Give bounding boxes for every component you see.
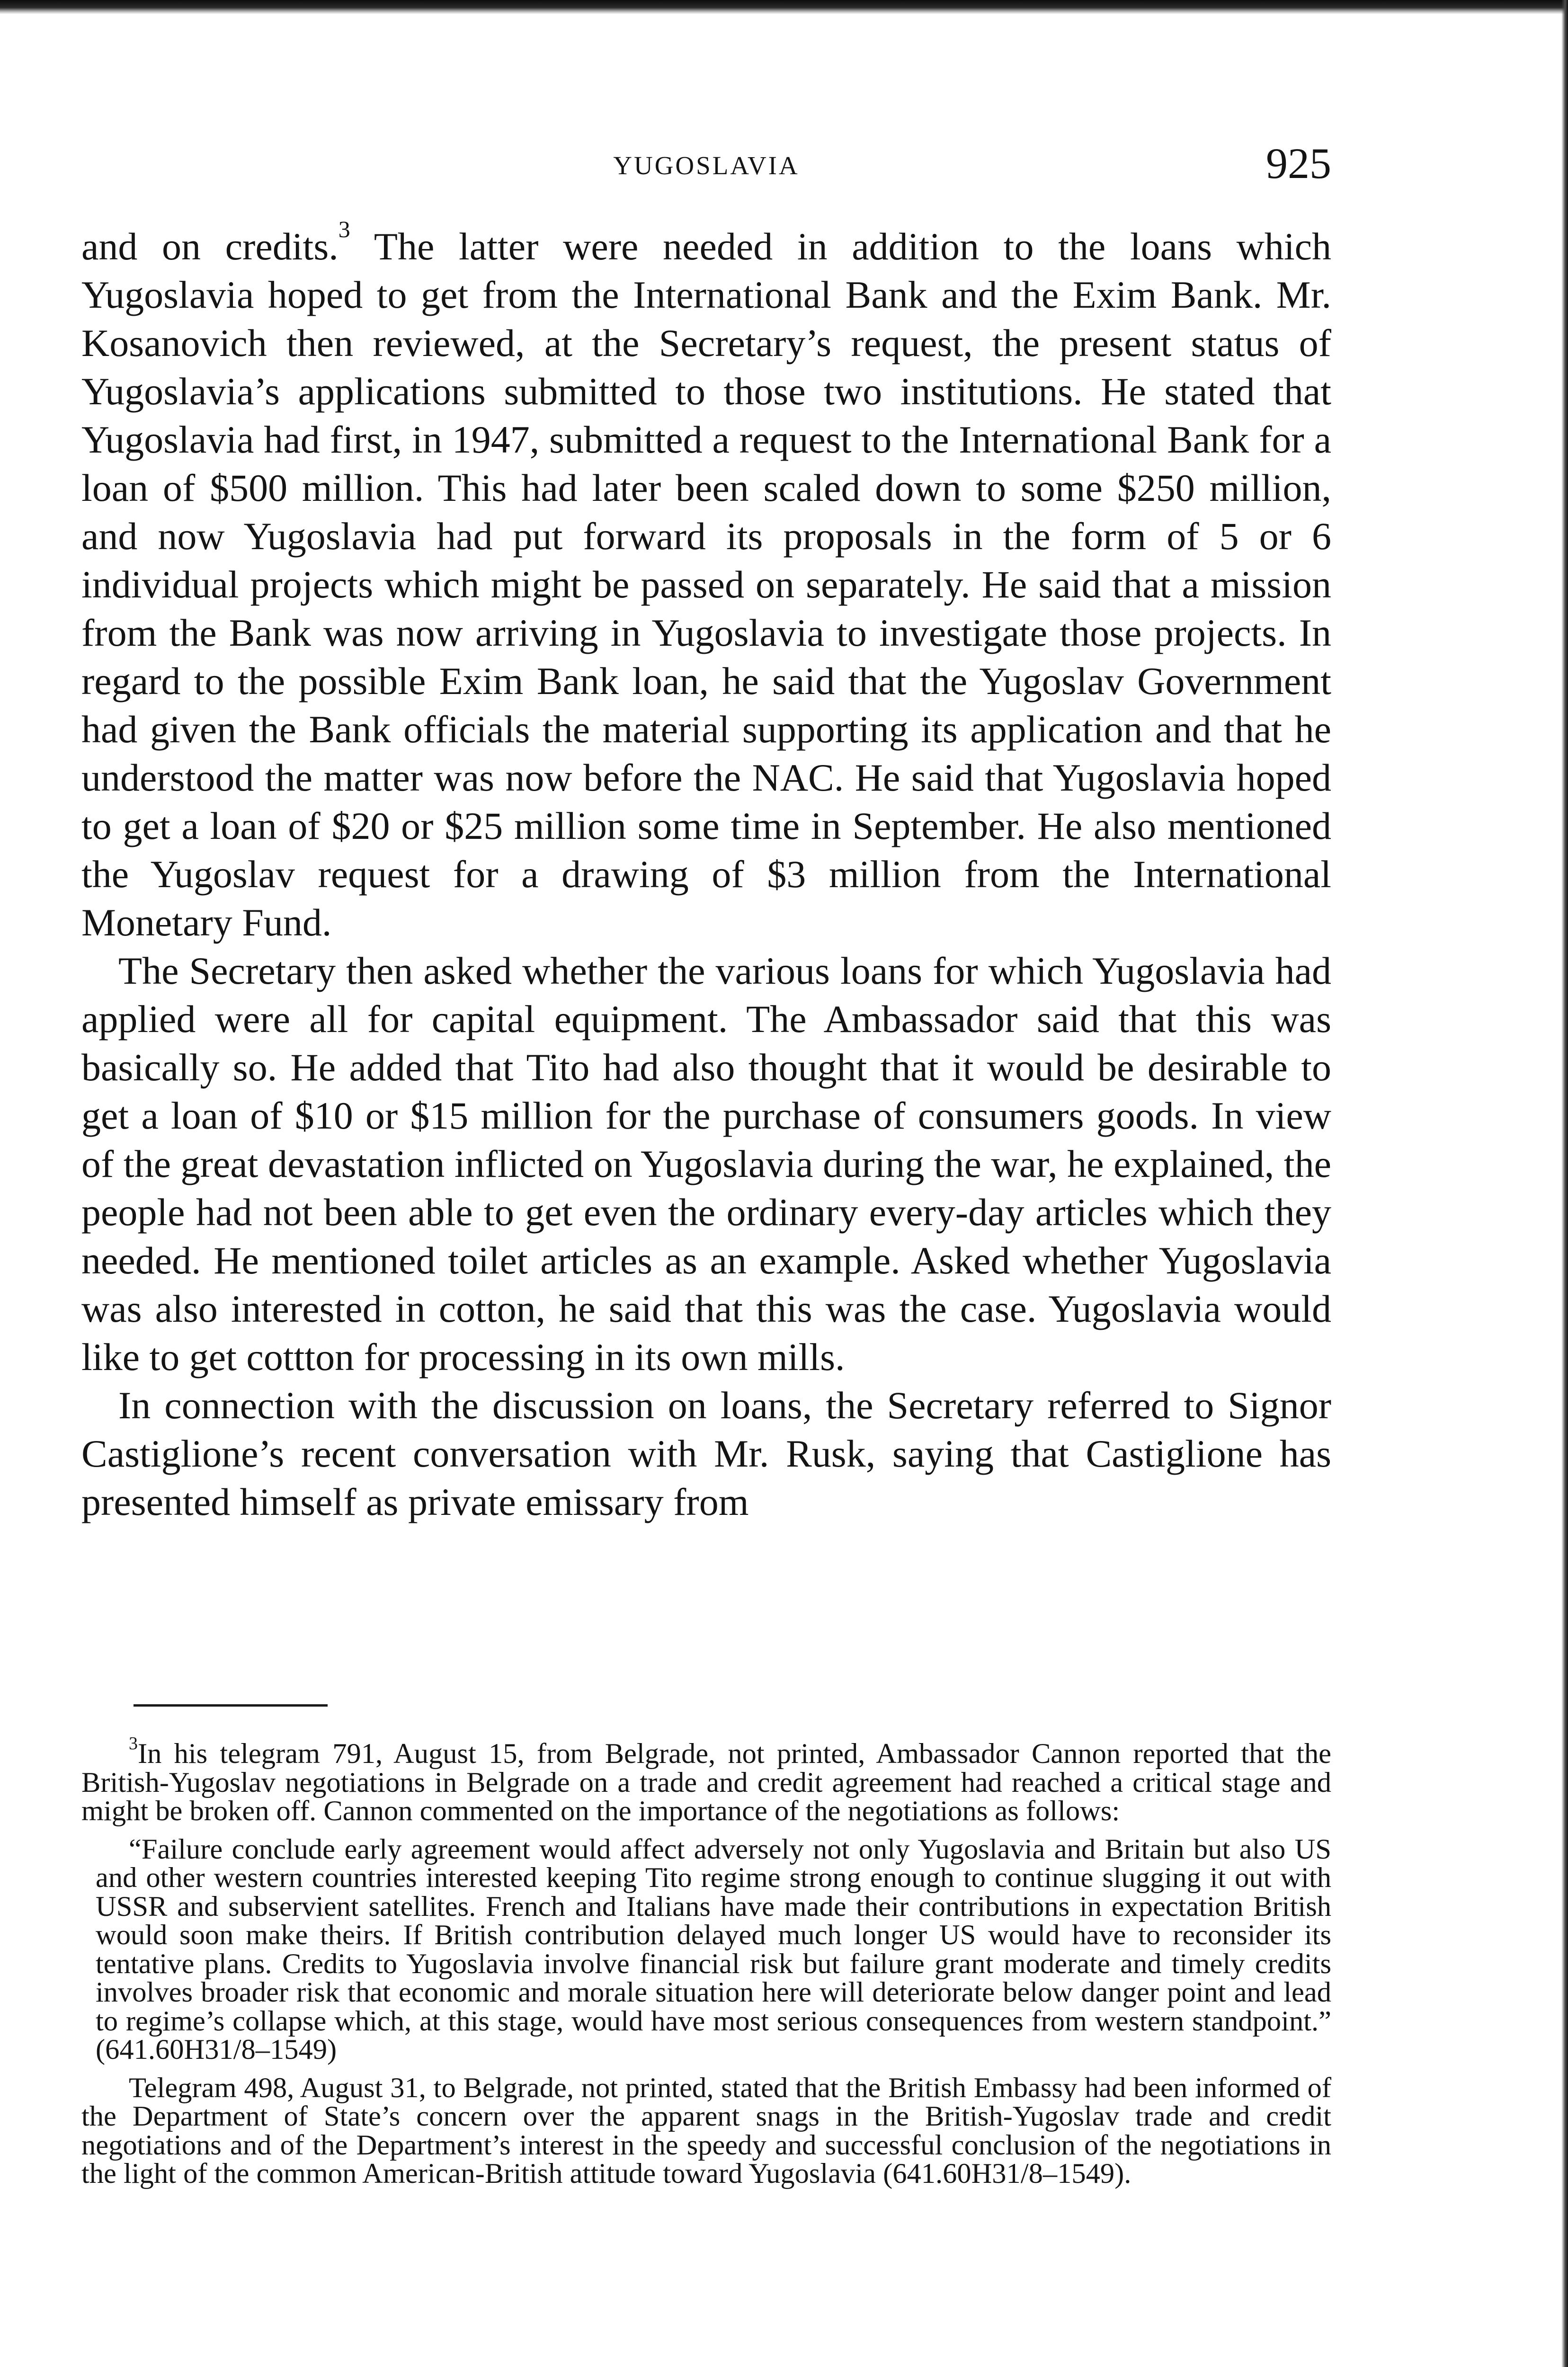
running-head (81, 139, 1331, 194)
paragraph-1-text: The latter were needed in addition to the loans which Yugoslavia hoped to get from the International Bank and the Exim Bank. Mr. Kosanovich then reviewed, at the Secretary’s request, the present status of Yugoslavia’s applications submitted to those two institutions. He stated that Yugoslavia had first, in 1947, submitted a request to the International Bank for a loan of $500 million. This had later been scaled down to some $250 million, and now Yugoslavia had put forward its proposals in the form of 5 or 6 individual projects which might be passed on separately. He said that a mission from the Bank was now arriving in Yugoslavia to investigate those projects. In regard to the possible Exim Bank loan, he said that the Yugoslav Government had given the Bank officials the material supporting its application and that he understood the matter was now before the NAC. He said that Yugoslavia hoped to get a loan of $20 or $25 million some time in September. He also mentioned the Yugoslav request for a drawing of $3 million from the International Monetary Fund. (81, 225, 1332, 944)
paragraph-1-opening: and on credits. (81, 225, 339, 268)
body-text (81, 216, 1332, 1526)
running-title: YUGOSLAVIA (613, 151, 800, 180)
scan-right-edge (1561, 0, 1568, 2367)
paragraph-3: In connection with the discussion on loans, the Secretary referred to Signor Castiglione’s recent conversation with Mr. Rusk, saying that Castiglione has presented himself as private emissary from (81, 1384, 1331, 1523)
footnote-reference: 3 (338, 216, 350, 242)
footnote-telegram: Telegram 498, August 31, to Belgrade, not printed, stated that the British Embassy had been informed of the Department of State’s concern over the apparent snags in the British-Yugoslav trade and credit negotiations and of the Department’s interest in the speedy and successful conclusion of the negotiations in the light of the common American-British attitude toward Yugoslavia (641.60H31/8–1549). (81, 2072, 1331, 2189)
paragraph-1 (81, 216, 1332, 947)
paragraph-2: The Secretary then asked whether the various loans for which Yugoslavia had applied were all for capital equipment. The Ambassador said that this was basically so. He added that Tito had also thought that it would be desirable to get a loan of $10 or $15 million for the purchase of consumers goods. In view of the great devastation inflicted on Yugoslavia during the war, he explained, the people had not been able to get even the ordinary every-day articles which they needed. He mentioned toilet articles as an example. Asked whether Yugoslavia was also interested in cotton, he said that this was the case. Yugoslavia would like to get cottton for processing in its own mills. (81, 949, 1331, 1379)
footnote-rule (134, 1704, 328, 1707)
footnote-quote: “Failure conclude early agreement would affect adversely not only Yugoslavia and Britain but also US and other western countries interested keeping Tito regime strong enough to continue slugging it out with USSR and subservient satellites. French and Italians have made their contributions in expectation British would soon make theirs. If British contribution delayed much longer US would have to reconsider its tentative plans. Credits to Yugoslavia involve financial risk but failure grant moderate and timely credits involves broader risk that economic and morale situation here will deteriorate below danger point and lead to regime’s collapse which, at this stage, would have most serious consequences from western standpoint.” (641.60H31/8–1549) (96, 1833, 1331, 2065)
page-number: 925 (1266, 139, 1331, 187)
book-page (81, 0, 1331, 2367)
footnote-3-text: In his telegram 791, August 15, from Belgrade, not printed, Ambassador Cannon reported that the British-Yugoslav negotiations in Belgrade on a trade and credit agreement had reached a critical stage and might be broken off. Cannon commented on the importance of the negotiations as follows: (81, 1738, 1331, 1827)
footnote-mark: 3 (129, 1734, 138, 1753)
footnote-3 (81, 1734, 1331, 1827)
footnotes (81, 1734, 1331, 2198)
